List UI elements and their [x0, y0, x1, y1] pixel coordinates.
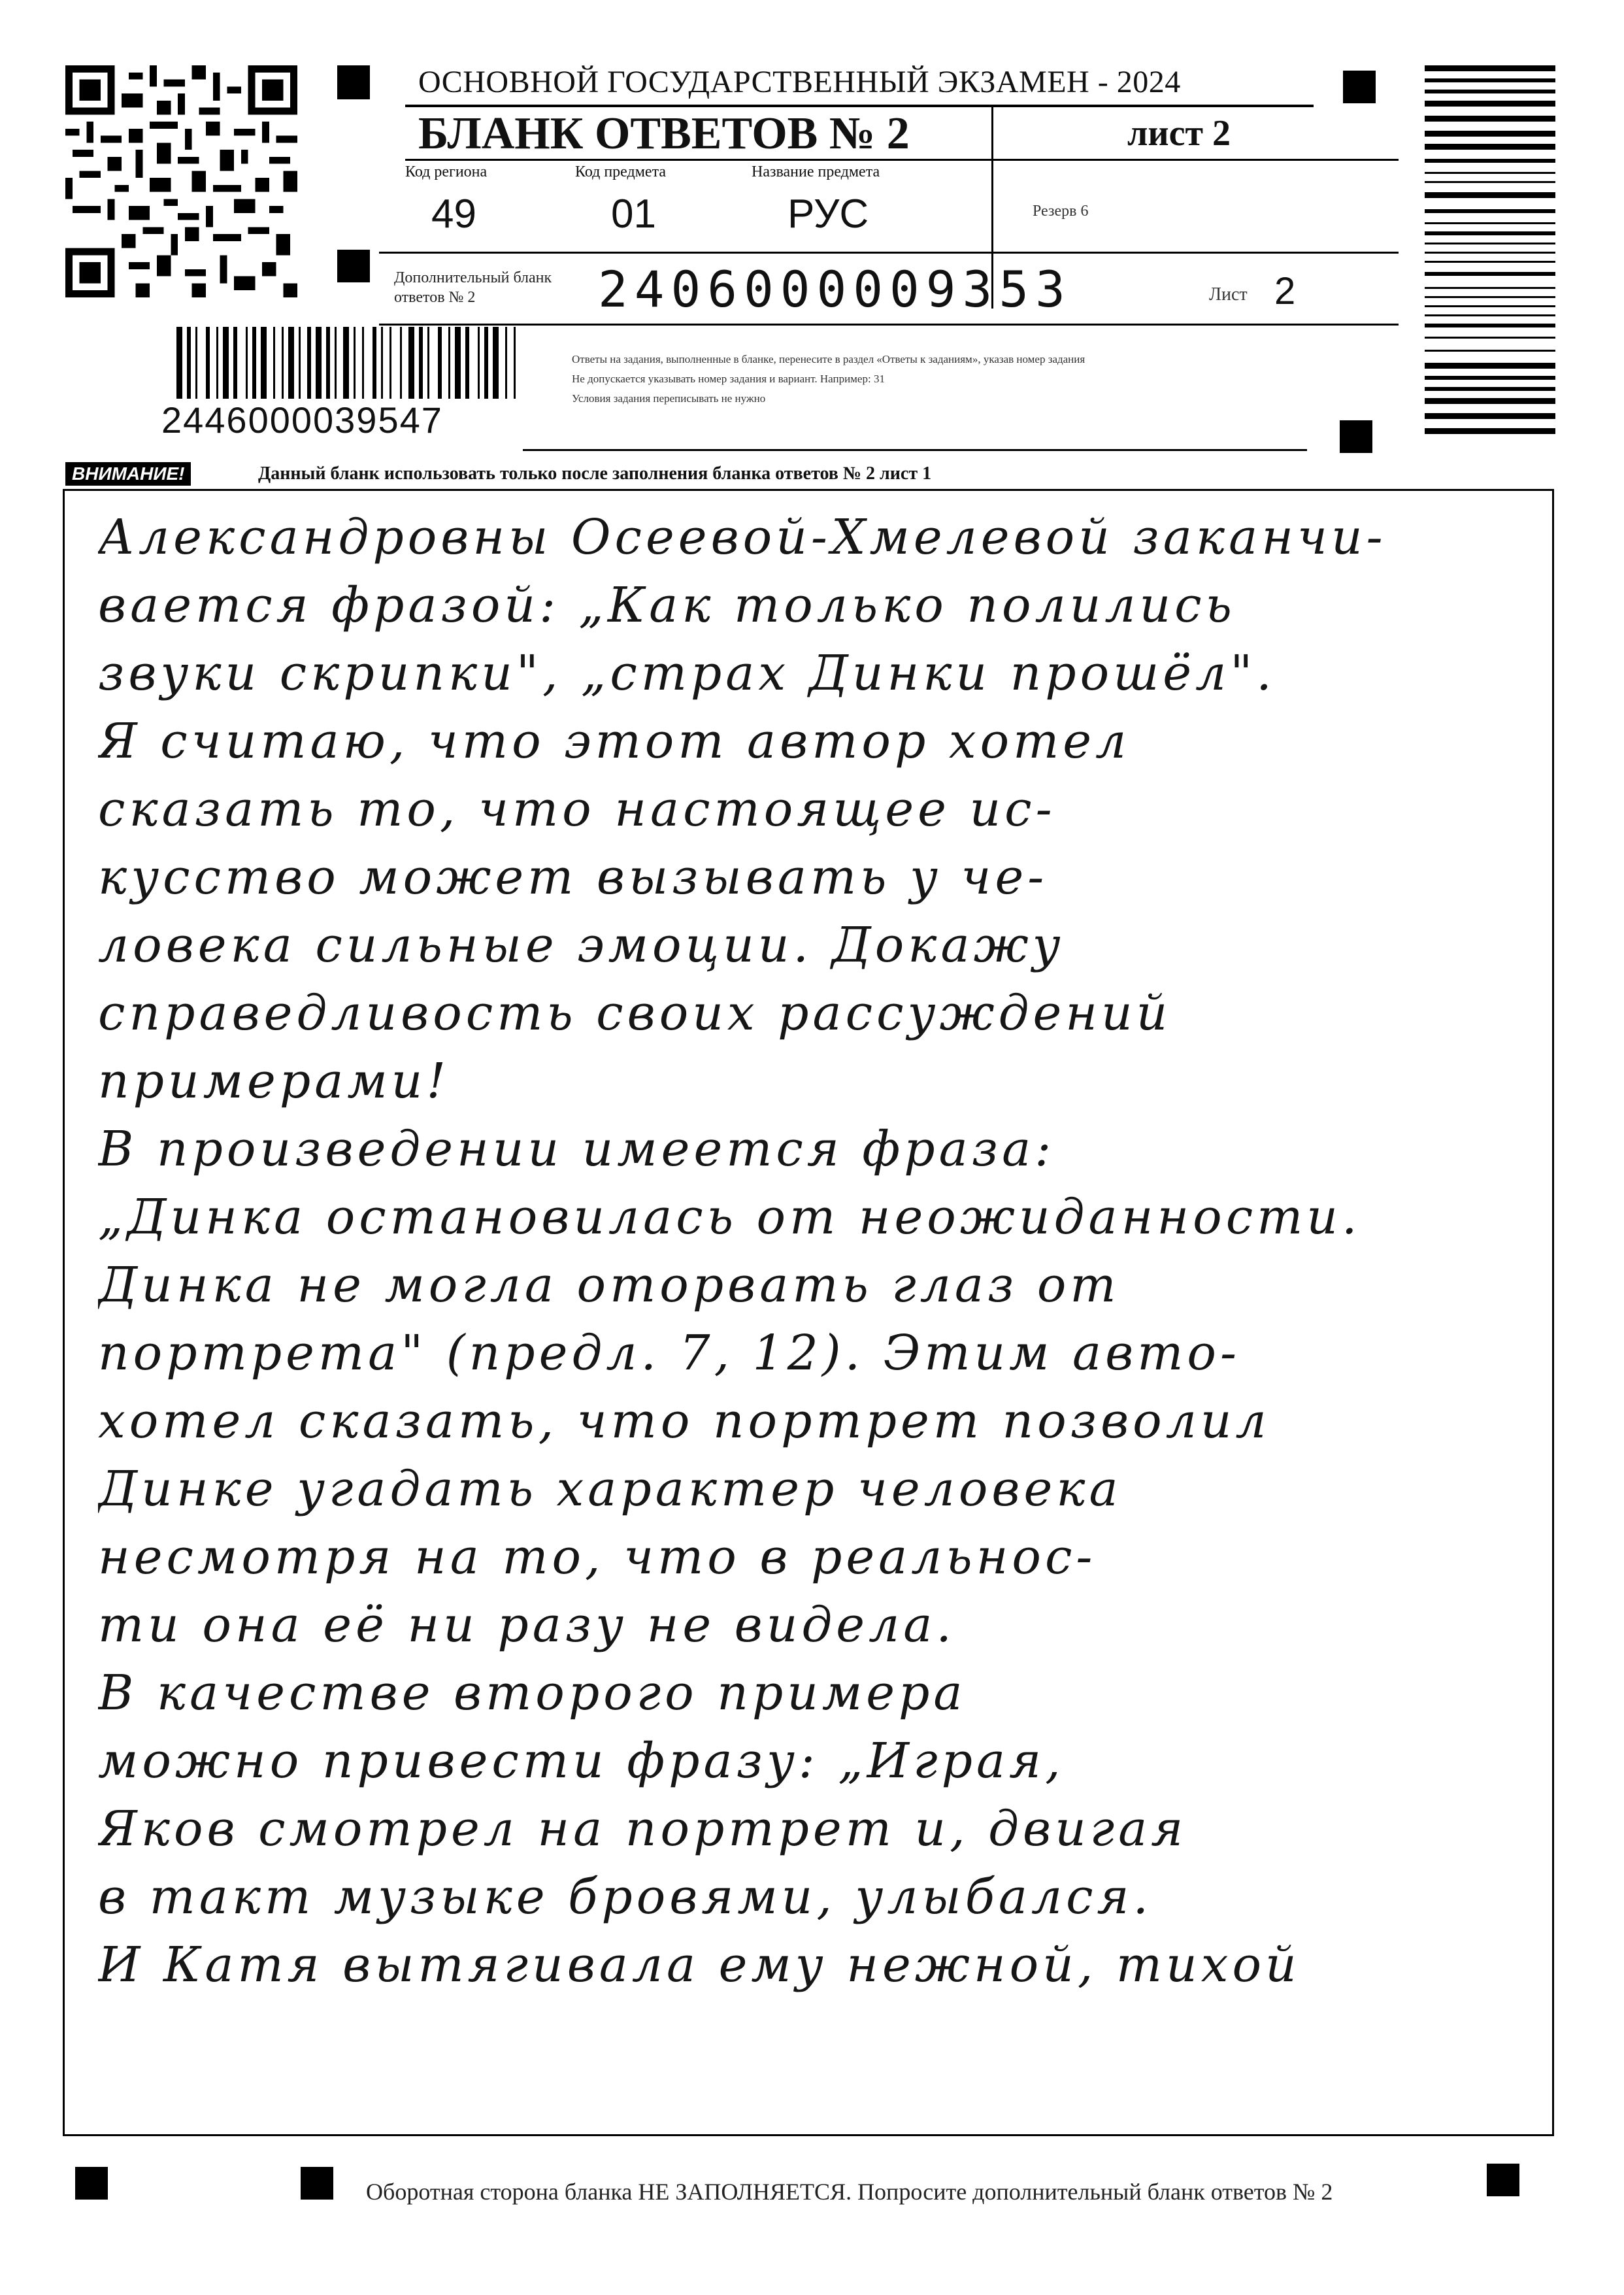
region-label: Код региона: [405, 163, 488, 180]
registration-square: [337, 65, 370, 99]
answer-line: Александровны Осеевой-Хмелевой заканчи-: [98, 509, 1387, 565]
extra-sheet-label: Лист: [1209, 284, 1248, 305]
answer-line: портрета" (предл. 7, 12). Этим авто-: [98, 1325, 1240, 1381]
warning-text: Данный бланк использовать только после заполнения бланка ответов № 2 лист 1: [258, 463, 932, 484]
registration-square: [301, 2167, 333, 2200]
instruction-line: Ответы на задания, выполненные в бланке, перенесите в раздел «Ответы к заданиям», указав номер задания: [572, 353, 1085, 365]
answer-line: в такт музыке бровями, улыбался.: [98, 1869, 1153, 1925]
header-rule: [379, 252, 1399, 254]
answer-line: В произведении имеется фраза:: [98, 1121, 1055, 1177]
barcode: [176, 327, 516, 399]
header-rule: [379, 324, 1399, 326]
barcode-number: 2446000039547: [161, 399, 443, 441]
sheet-label: лист 2: [1127, 113, 1231, 154]
registration-square: [1340, 420, 1372, 453]
answer-line: сказать то, что настоящее ис-: [98, 781, 1056, 837]
extra-sheet-value: 2: [1274, 270, 1296, 312]
answer-line: ловека сильные эмоции. Докажу: [98, 917, 1065, 973]
answer-line: Динке угадать характер человека: [98, 1461, 1122, 1517]
answer-line: Я считаю, что этот автор хотел: [98, 713, 1131, 769]
registration-square: [1487, 2164, 1519, 2196]
answer-line: несмотря на то, что в реальнос-: [98, 1529, 1097, 1585]
header-rule: [405, 159, 1399, 161]
registration-square: [1343, 71, 1376, 103]
instruction-line: Условия задания переписывать не нужно: [572, 392, 766, 405]
extra-form-label: Дополнительный бланк ответов № 2: [394, 269, 552, 306]
answer-line: справедливость своих рассуждений: [98, 985, 1172, 1041]
instruction-line: Не допускается указывать номер задания и вариант. Например: 31: [572, 373, 885, 385]
answer-line: звуки скрипки", „страх Динки прошёл".: [98, 645, 1276, 701]
extra-form-number: 2406000009353: [598, 260, 1072, 318]
answer-line: В качестве второго примера: [98, 1665, 967, 1721]
region-value: 49: [431, 192, 476, 237]
subject-code-value: 01: [611, 192, 656, 237]
answer-line: Яков смотрел на портрет и, двигая: [98, 1801, 1187, 1857]
subject-name-value: РУС: [787, 192, 869, 237]
form-title: БЛАНК ОТВЕТОВ № 2: [418, 109, 910, 159]
title-rule: [405, 105, 1314, 107]
side-barcode: [1425, 65, 1555, 438]
registration-square: [337, 250, 370, 282]
answer-line: И Катя вытягивала ему нежной, тихой: [98, 1937, 1301, 1993]
answer-line: „Динка остановилась от неожиданности.: [98, 1189, 1361, 1245]
instructions: [572, 350, 1085, 409]
subject-name-label: Название предмета: [752, 163, 880, 180]
subject-code-label: Код предмета: [575, 163, 666, 180]
answer-line: ти она её ни разу не видела.: [98, 1597, 955, 1653]
answer-line: хотел сказать, что портрет позволил: [98, 1393, 1270, 1449]
handwritten-answer: [98, 503, 1555, 1999]
answer-line: вается фразой: „Как только полились: [98, 577, 1236, 633]
header-rule: [523, 449, 1307, 451]
footer-text: Оборотная сторона бланка НЕ ЗАПОЛНЯЕТСЯ. Попросите дополнительный бланк ответов № 2: [366, 2179, 1333, 2205]
answer-line: кусство может вызывать у че-: [98, 849, 1048, 905]
qr-code: [65, 65, 297, 297]
registration-square: [75, 2167, 108, 2200]
answer-line: Динка не могла оторвать глаз от: [98, 1257, 1120, 1313]
answer-line: примерами!: [98, 1053, 450, 1109]
exam-title: ОСНОВНОЙ ГОСУДАРСТВЕННЫЙ ЭКЗАМЕН - 2024: [418, 65, 1181, 99]
reserve-label: Резерв 6: [1033, 203, 1089, 220]
answer-line: можно привести фразу: „Играя,: [98, 1733, 1065, 1789]
warning-badge: ВНИМАНИЕ!: [65, 462, 191, 486]
